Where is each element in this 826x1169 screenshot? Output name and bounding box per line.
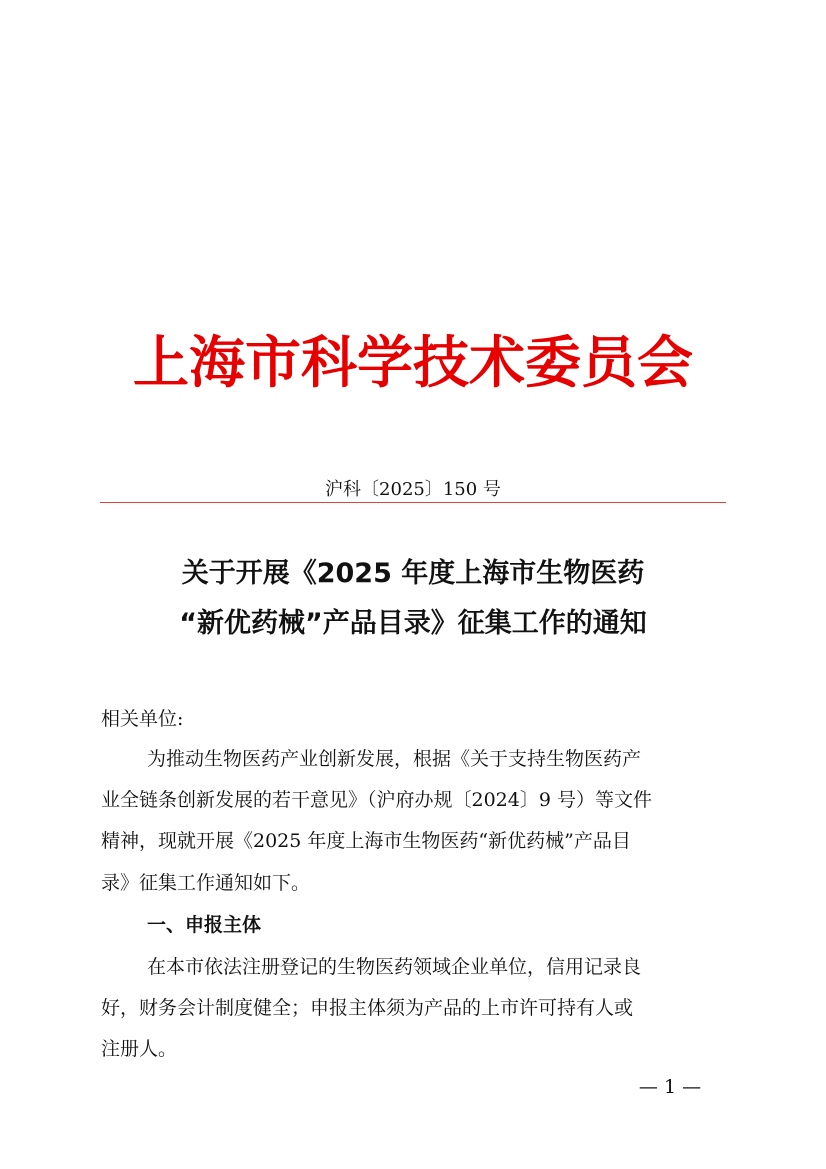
section-1-line-3: 注册人。 [101,1038,178,1060]
section-1-line-1: 在本市依法注册登记的生物医药领域企业单位，信用记录良 [147,956,642,978]
red-divider-line [100,502,726,503]
document-title [0,549,826,649]
section-1-line-2: 好，财务会计制度健全；申报主体须为产品的上市许可持有人或 [101,997,634,1019]
intro-line-3: 精神，现就开展《2025 年度上海市生物医药“新优药械”产品目 [101,830,631,852]
document-number: 沪科〔2025〕150 号 [325,479,501,500]
salutation: 相关单位: [101,708,184,730]
intro-line-1: 为推动生物医药产业创新发展，根据《关于支持生物医药产 [147,748,642,770]
title-line-2: “新优药械”产品目录》征集工作的通知 [179,608,647,639]
intro-line-4: 录》征集工作通知如下。 [101,872,311,894]
page-number: — 1 — [638,1076,702,1098]
section-heading-1: 一、申报主体 [147,914,262,936]
intro-line-2: 业全链条创新发展的若干意见》（沪府办规〔2024〕9 号）等文件 [101,789,652,811]
issuing-organization-header: 上海市科学技术委员会 [133,330,693,396]
title-line-1: 关于开展《2025 年度上海市生物医药 [181,558,645,589]
